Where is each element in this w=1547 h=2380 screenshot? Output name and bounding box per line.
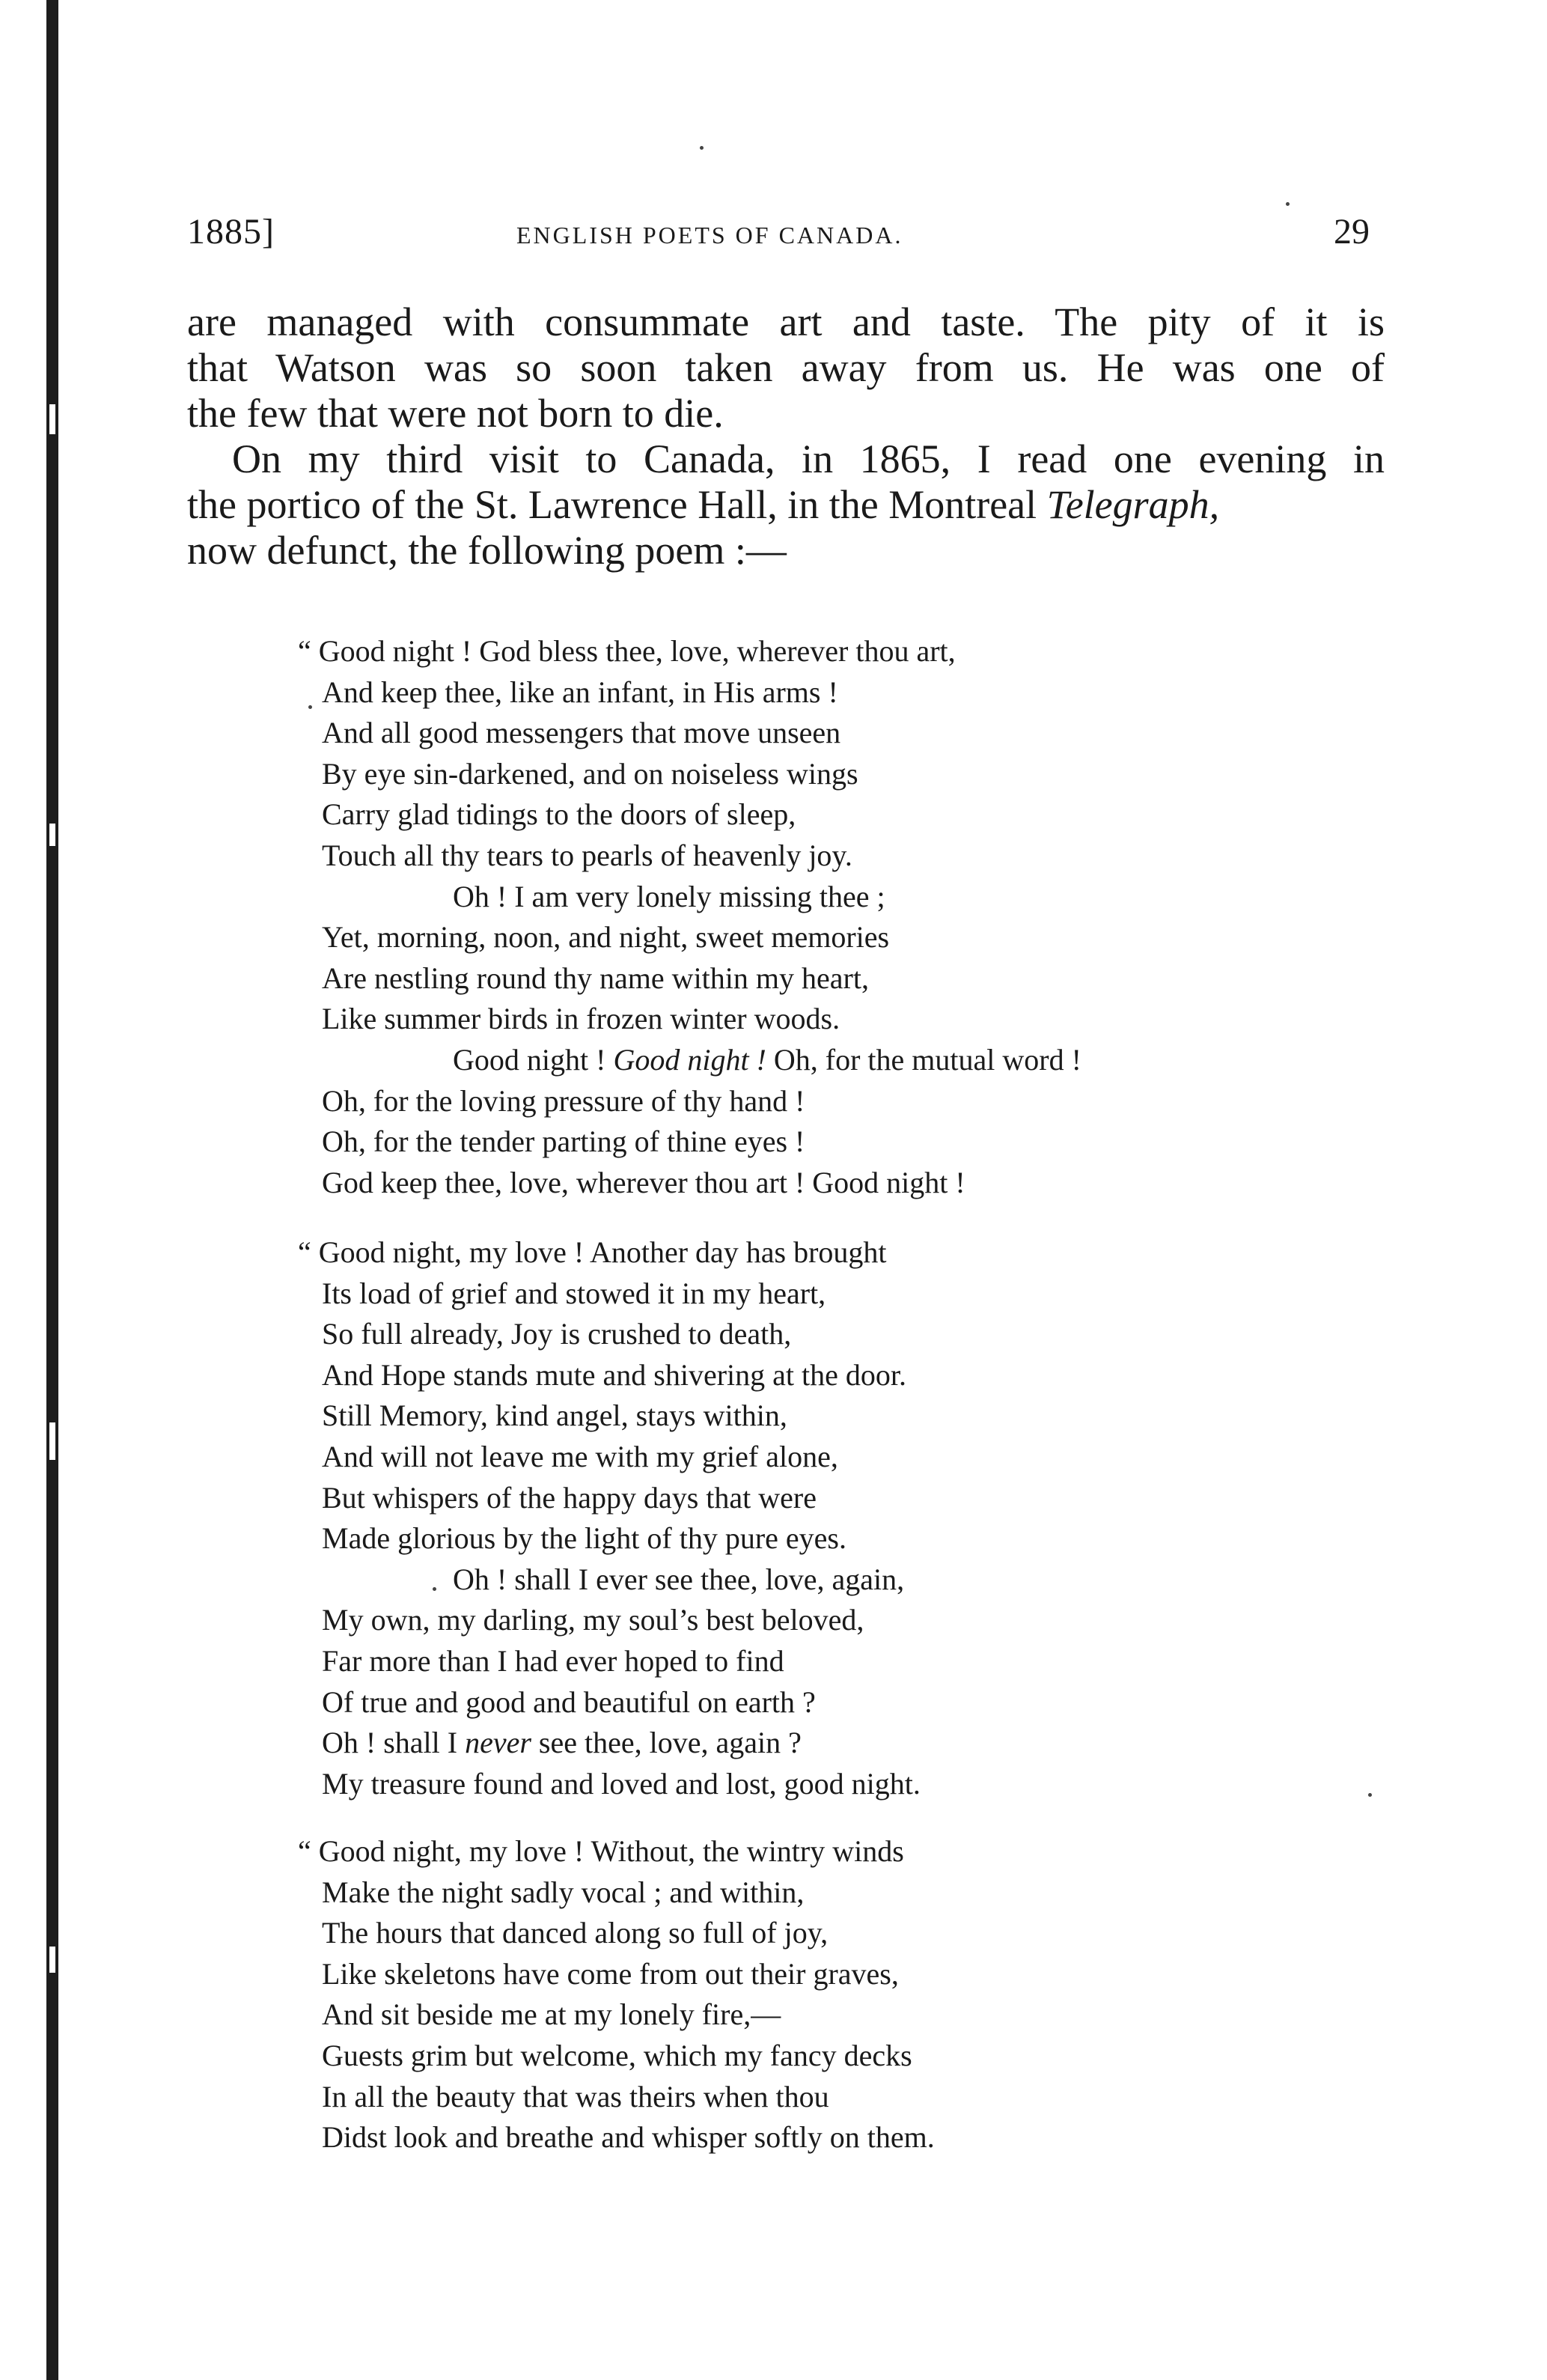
print-speck	[433, 1587, 436, 1591]
binding-notch	[49, 1422, 55, 1460]
poem-text: see thee, love, again ?	[538, 1726, 802, 1760]
poem-line: And all good messengers that move unseen	[322, 716, 841, 750]
poem-line: Like summer birds in frozen winter woods.	[322, 1002, 840, 1036]
print-speck	[1368, 1793, 1372, 1797]
poem-line: Are nestling round thy name within my heart,	[322, 961, 869, 995]
page-number: 29	[1334, 212, 1370, 252]
print-speck	[308, 705, 312, 709]
poem-line	[322, 1040, 1340, 1081]
poem-line: My own, my darling, my soul’s best beloved,	[322, 1603, 864, 1637]
poem-line: Guests grim but welcome, which my fancy decks	[322, 2038, 912, 2072]
print-speck	[1286, 202, 1290, 206]
poem-line: And will not leave me with my grief alone,	[322, 1439, 838, 1473]
prose-line: On my third visit to Canada, in 1865, I read one evening in	[232, 436, 1385, 481]
poem-line: Made glorious by the light of thy pure eyes.	[322, 1521, 846, 1556]
poem-line: My treasure found and loved and lost, good night.	[322, 1766, 921, 1801]
poem-line: And Hope stands mute and shivering at the door.	[322, 1357, 906, 1392]
running-title: ENGLISH POETS OF CANADA.	[516, 222, 903, 249]
poem-line: “ Good night ! God bless thee, love, wherever thou art,	[298, 634, 956, 668]
poem-line: Yet, morning, noon, and night, sweet memories	[322, 920, 890, 955]
running-header	[187, 211, 1370, 264]
poem-text: Oh ! shall I	[322, 1726, 458, 1760]
prose-text: the portico of the St. Lawrence Hall, in the Montreal	[187, 482, 1037, 527]
header-year: 1885]	[187, 212, 275, 252]
newspaper-title: Telegraph,	[1046, 482, 1220, 527]
poem-line: In all the beauty that was theirs when thou	[322, 2079, 829, 2113]
poem-line: Far more than I had ever hoped to find	[322, 1643, 784, 1678]
poem-line: Like skeletons have come from out their graves,	[322, 1956, 899, 1991]
binding-notch	[49, 404, 55, 434]
poem-line: Oh ! shall I ever see thee, love, again,	[453, 1562, 905, 1596]
print-speck	[700, 146, 704, 150]
poem-line: By eye sin-darkened, and on noiseless wings	[322, 756, 858, 791]
prose-line: that Watson was so soon taken away from us. He was one of	[187, 345, 1385, 390]
poem-line: Oh, for the loving pressure of thy hand !	[322, 1083, 805, 1118]
prose-line: the few that were not born to die.	[187, 391, 724, 436]
poem-stanza	[298, 1232, 1340, 1804]
poem-line: Carry glad tidings to the doors of sleep,	[322, 797, 796, 832]
poem-line: Still Memory, kind angel, stays within,	[322, 1399, 787, 1433]
poem-line: “ Good night, my love ! Another day has brought	[298, 1235, 887, 1269]
poem-line: And keep thee, like an infant, in His arms !	[322, 675, 838, 709]
poem-stanza	[298, 1831, 1340, 2158]
poem-line: So full already, Joy is crushed to death,	[322, 1317, 792, 1351]
poem-line: Make the night sadly vocal ; and within,	[322, 1875, 805, 1909]
poem-line: Of true and good and beautiful on earth ?	[322, 1684, 816, 1719]
poem-line: Didst look and breathe and whisper softly on them.	[322, 2120, 935, 2155]
poem-line: But whispers of the happy days that were	[322, 1480, 817, 1515]
poem-text: Good night !	[453, 1042, 606, 1077]
prose-line: are managed with consummate art and taste. The pity of it is	[187, 299, 1385, 344]
poem-line: The hours that danced along so full of joy,	[322, 1916, 829, 1950]
poem-line: Its load of grief and stowed it in my heart,	[322, 1276, 826, 1310]
poem-line: God keep thee, love, wherever thou art ! Good night !	[322, 1165, 965, 1199]
poem-line	[322, 1723, 1340, 1764]
poem-line: Touch all thy tears to pearls of heavenly joy.	[322, 838, 852, 872]
poem-emphasis: never	[465, 1726, 531, 1760]
prose-line: now defunct, the following poem :—	[187, 528, 787, 573]
binding-notch	[49, 1947, 55, 1973]
poem-stanza	[298, 631, 1340, 1203]
poem-line: And sit beside me at my lonely fire,—	[322, 1997, 781, 2032]
poem-emphasis: Good night !	[613, 1042, 766, 1077]
poem-text: Oh, for the mutual word !	[773, 1042, 1081, 1077]
prose-line	[187, 482, 1385, 528]
binding-notch	[49, 824, 55, 846]
poem-line: Oh ! I am very lonely missing thee ;	[453, 879, 885, 913]
book-binding-edge	[46, 0, 58, 2380]
poem-line: Oh, for the tender parting of thine eyes !	[322, 1124, 805, 1159]
prose-body	[187, 299, 1385, 573]
poem-line: “ Good night, my love ! Without, the wintry winds	[298, 1834, 904, 1868]
